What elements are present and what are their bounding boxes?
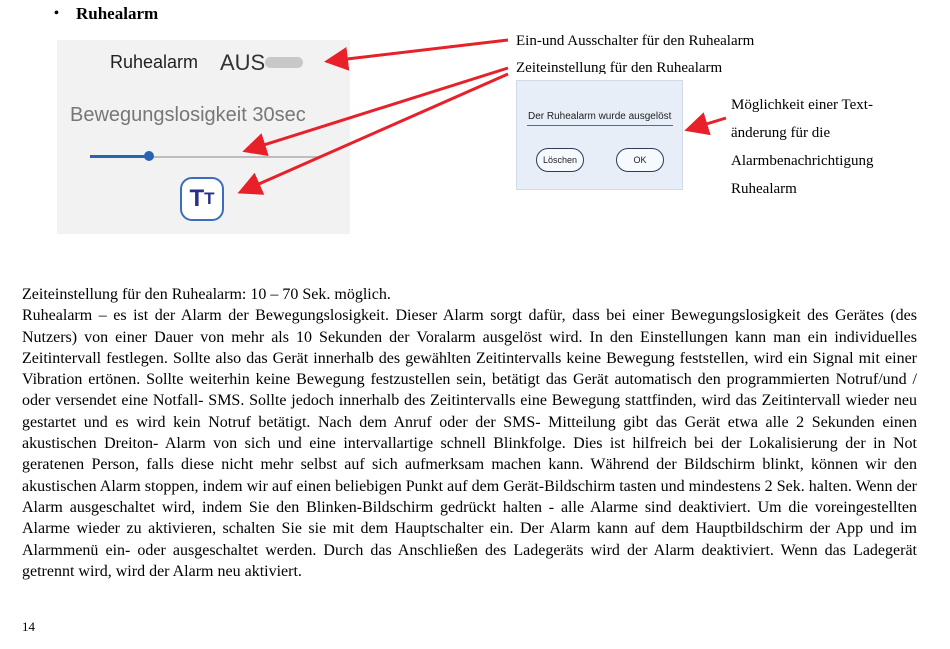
- rest-alarm-label: Ruhealarm: [110, 52, 199, 72]
- callout-line: Alarmbenachrichtigung: [731, 153, 874, 169]
- toggle-state-label: AUS: [220, 50, 266, 75]
- arrow-to-toggle: [330, 40, 508, 61]
- alarm-dialog-screenshot: [516, 80, 683, 190]
- time-slider-thumb[interactable]: [144, 151, 154, 161]
- rest-alarm-toggle[interactable]: [265, 57, 303, 68]
- time-range-note: Zeiteinstellung für den Ruhealarm: 10 – 70 Sek. möglich.: [22, 286, 391, 303]
- arrow-to-dialog: [690, 118, 726, 129]
- delete-button[interactable]: Löschen: [536, 148, 584, 172]
- callout-line: änderung für die: [731, 125, 831, 141]
- ok-button[interactable]: OK: [616, 148, 664, 172]
- page-number: 14: [22, 619, 35, 634]
- callout-switch: Ein-und Ausschalter für den Ruhealarm: [516, 33, 755, 49]
- settings-screenshot: [57, 40, 350, 234]
- callout-time-setting: Zeiteinstellung für den Ruhealarm: [516, 60, 723, 74]
- text-size-icon[interactable]: [180, 177, 224, 221]
- description-paragraph: Ruhealarm – es ist der Alarm der Bewegungslosigkeit. Dieser Alarm sorgt dafür, dass bei einer Bewegungslosigkeit des Gerätes (des Nutzers) von einer Dauer von mehr als 10 Sekunden der Voralarm ausgelöst wird. In den Einstellungen kann man ein individuelles Zeitintervall festlegen. Sollte also das Gerät innerhalb des gewählten Zeitintervalls keine Bewegung feststellen, wird ein Signal mit einer Vibration ertönen. Sollte weiterhin keine Bewegung festzustellen sein, betätigt das Gerät automatisch den programmierten Notruf/und / oder versendet eine Notfall- SMS. Sollte jedoch innerhalb des Zeitintervalls eine Bewegung stattfinden, wird das Zeitintervall wieder neu gestartet und es wird kein Notruf betätigt. Nach dem Anruf oder der SMS- Mitteilung gibt das Gerät etwa alle 2 Sekunden einen akustischen Dreiton- Alarm von sich und eine intervallartige schnell Blinkfolge. Dies ist hilfreich bei der Lokalisierung der in Not geratenen Person, falls diese nicht mehr selbst auf sich aufmerksam machen kann. Während der Bildschirm blinkt, können wir den akustischen Alarm stoppen, indem wir auf einen beliebigen Punkt auf dem Gerät-Bildschirm tasten und mindestens 2 Sek. halten. Wenn der Alarm ausgeschaltet wird, indem Sie den Blinken-Bildschirm gedrückt halten - alle Alarme sind deaktiviert. Um die voreingestellten Alarme wieder zu aktivieren, schalten Sie sie mit dem Hauptschalter ein. Der Alarm kann auf dem Hauptbildschirm der App und im Alarmmenü ein- oder ausgeschaltet werden. Durch das Anschließen des Ladegeräts wird der Alarm deaktiviert. Wenn das Ladegerät getrennt wird, wird der Alarm neu aktiviert.: [22, 307, 917, 580]
- time-slider-fill: [90, 155, 149, 158]
- callout-line: Ruhealarm: [731, 181, 797, 197]
- section-heading: [54, 4, 158, 24]
- text-glyph-small: T: [204, 189, 215, 208]
- motionless-time-label: Bewegungslosigkeit 30sec: [70, 104, 306, 126]
- message-underline: [527, 125, 673, 126]
- body-text: [22, 284, 917, 582]
- callout-text-change: [731, 91, 911, 203]
- dialog-message: Der Ruhealarm wurde ausgelöst: [528, 111, 672, 122]
- callout-line: Möglichkeit einer Text-: [731, 97, 873, 113]
- section-title: Ruhealarm: [76, 4, 159, 23]
- text-glyph-large: T: [189, 185, 205, 212]
- bullet: •: [54, 6, 59, 21]
